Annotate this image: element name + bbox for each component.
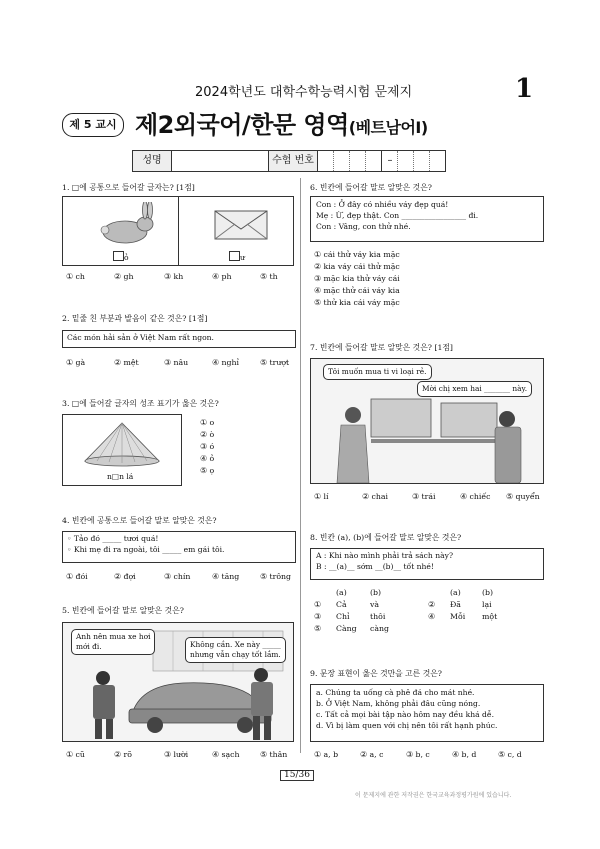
q7-picture-box xyxy=(310,358,544,484)
option[interactable]: ① lí xyxy=(314,492,329,501)
exam-no-cell[interactable] xyxy=(397,151,414,171)
option[interactable]: ① a, b xyxy=(314,750,339,759)
option-a: Chỉ xyxy=(336,612,350,621)
exam-no-cell[interactable] xyxy=(429,151,446,171)
q3-stem: 3. □에 들어갈 글자의 성조 표기가 옳은 것은? xyxy=(62,399,219,408)
q3-caption: n□n lá xyxy=(107,472,134,481)
option[interactable]: ③ lười xyxy=(164,750,189,759)
q7-bubble-customer: Tôi muốn mua ti vi loại rẻ. xyxy=(323,364,432,380)
exam-no-cell[interactable] xyxy=(413,151,430,171)
page-number: 1 xyxy=(515,74,534,104)
subject-title xyxy=(135,105,428,140)
q1-caption-left: ỏ xyxy=(113,251,129,263)
rabbit-icon xyxy=(93,202,163,246)
option[interactable]: ④ xyxy=(428,612,435,621)
option[interactable]: ③ mặc kia thử váy cái xyxy=(314,274,400,283)
option[interactable]: ① cũ xyxy=(66,750,85,759)
page-code: 15/36 xyxy=(280,770,314,781)
option[interactable]: ⑤ xyxy=(314,624,321,633)
q8-head-a: (a) xyxy=(450,588,461,597)
exam-no-cell[interactable] xyxy=(317,151,333,171)
q2-stem: 2. 밑줄 친 부분과 발음이 같은 것은? [1점] xyxy=(62,314,208,323)
option-a: Cả xyxy=(336,600,347,609)
option-b: càng xyxy=(370,624,390,633)
option[interactable]: ③ b, c xyxy=(406,750,430,759)
q9-box xyxy=(310,684,544,742)
option-b: thôi xyxy=(370,612,386,621)
name-label: 성명 xyxy=(133,151,172,171)
option[interactable]: ② chai xyxy=(362,492,388,501)
exam-title: 2024학년도 대학수학능력시험 문제지 xyxy=(195,85,413,100)
option[interactable]: ④ tăng xyxy=(212,572,240,581)
q5-stem: 5. 빈칸에 들어갈 말로 알맞은 것은? xyxy=(62,606,184,615)
q1-stem: 1. □에 공통으로 들어갈 글자는? [1점] xyxy=(62,183,195,192)
q6-line3: Con : Vâng, con thử nhé. xyxy=(316,222,411,231)
option[interactable]: ⑤ thân xyxy=(260,750,288,759)
exam-no-dash: – xyxy=(381,151,398,171)
q8-head-a: (a) xyxy=(336,588,347,597)
option[interactable]: ④ nghỉ xyxy=(212,358,239,367)
q9-b: b. Ở Việt Nam, không phải đâu cũng nóng. xyxy=(316,699,481,708)
q8-stem: 8. 빈칸 (a), (b)에 들어갈 말로 알맞은 것은? xyxy=(310,533,462,542)
q1-picture-box xyxy=(62,196,294,266)
option[interactable]: ② gh xyxy=(114,272,134,281)
q5-bubble-left: Anh nên mua xe hơi mới đi. xyxy=(71,629,155,655)
option[interactable]: ① cái thử váy kia mặc xyxy=(314,250,400,259)
option[interactable]: ④ chiếc xyxy=(460,492,491,501)
option[interactable]: ③ nâu xyxy=(164,358,189,367)
q6-line2: Mẹ : Ừ, đẹp thật. Con _________________ đi. xyxy=(316,211,479,220)
option[interactable]: ① xyxy=(314,600,321,609)
q8-box xyxy=(310,548,544,580)
envelope-icon xyxy=(213,207,269,243)
q9-stem: 9. 문장 표현이 옳은 것만을 고른 것은? xyxy=(310,669,442,678)
option[interactable]: ① o xyxy=(200,418,215,427)
exam-no-cell[interactable] xyxy=(349,151,366,171)
q9-d: d. Vì bị làm quen với chị nên tôi rất hạnh phúc. xyxy=(316,721,498,730)
option[interactable]: ① gà xyxy=(66,358,86,367)
option[interactable]: ② xyxy=(428,600,435,609)
name-field[interactable] xyxy=(171,151,267,171)
option[interactable]: ① ch xyxy=(66,272,85,281)
copyright-notice: 이 문제지에 관한 저작권은 한국교육과정평가원에 있습니다. xyxy=(355,792,512,799)
option-b: và xyxy=(370,600,380,609)
option[interactable]: ⑤ trông xyxy=(260,572,292,581)
q7-bubble-clerk: Mời chị xem hai _______ này. xyxy=(417,381,532,397)
option[interactable]: ③ xyxy=(314,612,321,621)
option[interactable]: ⑤ quyển xyxy=(506,492,540,501)
exam-no-cell[interactable] xyxy=(365,151,382,171)
option[interactable]: ⑤ thử kia cái váy mặc xyxy=(314,298,400,307)
q4-box xyxy=(62,531,296,563)
option[interactable]: ④ mặc thử cái váy kia xyxy=(314,286,400,295)
q6-box xyxy=(310,196,544,242)
option[interactable]: ② đợi xyxy=(114,572,136,581)
q7-stem: 7. 빈칸에 들어갈 말로 알맞은 것은? [1점] xyxy=(310,343,453,352)
option[interactable]: ④ b, d xyxy=(452,750,477,759)
q2-sentence: Các món hải sản ở Việt Nam rất ngon. xyxy=(62,330,296,348)
option[interactable]: ③ kh xyxy=(164,272,184,281)
option[interactable]: ⑤ th xyxy=(260,272,278,281)
option[interactable]: ① đói xyxy=(66,572,88,581)
option[interactable]: ③ trái xyxy=(412,492,436,501)
q4-line1: ◦ Tảo đó _____ tươi quá! xyxy=(67,534,159,543)
q3-picture-box xyxy=(62,414,182,486)
subject-sub: (베트남어Ⅰ) xyxy=(348,118,428,137)
exam-no-label: 수험 번호 xyxy=(268,151,318,171)
option[interactable]: ④ sạch xyxy=(212,750,240,759)
q8-line2: B : __(a)__ sớm __(b)__ tốt nhé! xyxy=(316,562,434,571)
conical-hat-icon xyxy=(81,421,163,467)
q8-head-b: (b) xyxy=(482,588,494,597)
option-b: một xyxy=(482,612,498,621)
option[interactable]: ③ ó xyxy=(200,442,215,451)
q8-line1: A : Khi nào mình phải trả sách này? xyxy=(316,551,454,560)
subject-main: 제2외국어/한문 영역 xyxy=(135,111,349,139)
option[interactable]: ② a, c xyxy=(360,750,384,759)
option-a: Mỗi xyxy=(450,612,466,621)
option[interactable]: ③ chín xyxy=(164,572,191,581)
option[interactable]: ④ ỏ xyxy=(200,454,215,463)
q9-c: c. Tất cả mọi bài tập nào hôm nay đều khá dễ. xyxy=(316,710,494,719)
q5-bubble-right: Không cần. Xe này _____ nhưng vẫn chạy tốt lắm. xyxy=(185,637,286,663)
q9-a: a. Chúng ta uống cà phê đá cho mát nhé. xyxy=(316,688,475,697)
q6-stem: 6. 빈칸에 들어갈 말로 알맞은 것은? xyxy=(310,183,432,192)
q4-stem: 4. 빈칸에 공통으로 들어갈 말로 알맞은 것은? xyxy=(62,516,217,525)
option[interactable]: ⑤ c, d xyxy=(498,750,522,759)
option[interactable]: ④ ph xyxy=(212,272,232,281)
q6-line1: Con : Ở đây có nhiều váy đẹp quá! xyxy=(316,200,449,209)
option-a: Đã xyxy=(450,600,461,609)
q4-line2: ◦ Khi mẹ đi ra ngoài, tôi _____ em gái tôi. xyxy=(67,545,225,554)
period-badge: 제 5 교시 xyxy=(62,113,124,137)
option[interactable]: ⑤ ọ xyxy=(200,466,215,475)
option[interactable]: ② mệt xyxy=(114,358,139,367)
exam-no-cell[interactable] xyxy=(333,151,350,171)
column-divider xyxy=(300,178,301,753)
option[interactable]: ② rõ xyxy=(114,750,132,759)
option-b: lại xyxy=(482,600,492,609)
q5-picture-box xyxy=(62,622,294,742)
q1-caption-right: ư xyxy=(229,251,245,263)
option[interactable]: ② kia váy cái thử mặc xyxy=(314,262,400,271)
option-a: Càng xyxy=(336,624,357,633)
name-exam-no-bar xyxy=(132,150,446,172)
option[interactable]: ⑤ trượt xyxy=(260,358,290,367)
option[interactable]: ② ò xyxy=(200,430,215,439)
q8-head-b: (b) xyxy=(370,588,382,597)
